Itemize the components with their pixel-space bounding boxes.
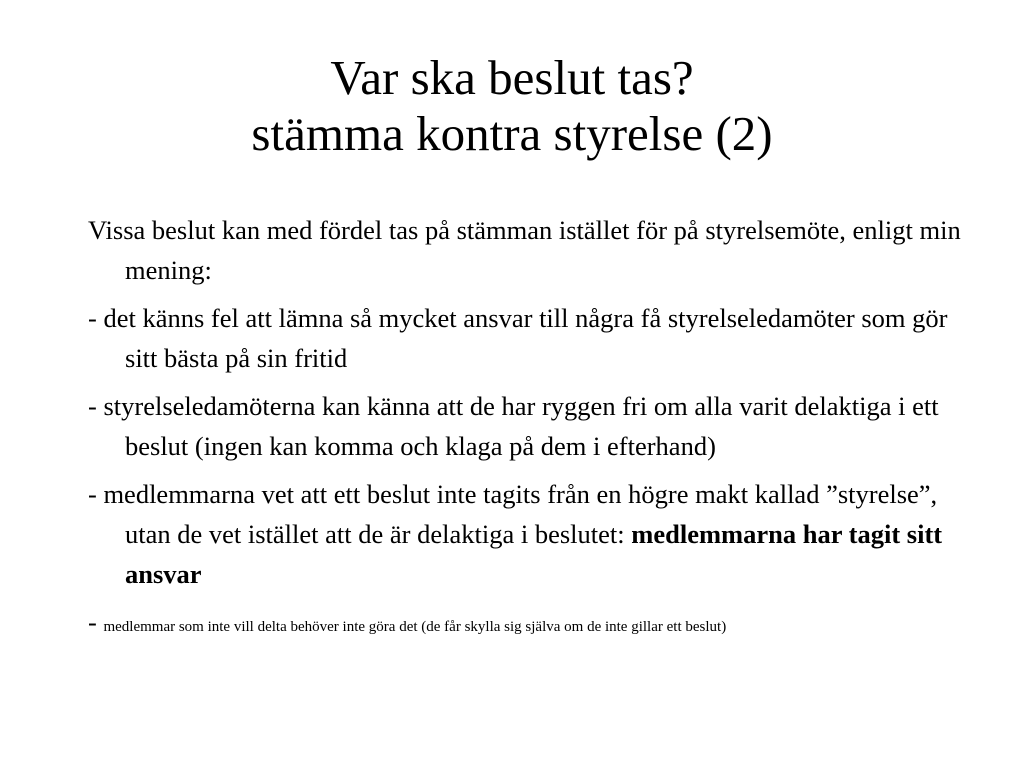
- paragraph-text: - det känns fel att lämna så mycket ansvar till några få styrelseledamöter som gör sitt bästa på sin fritid: [88, 303, 948, 373]
- slide-title: [0, 50, 1024, 162]
- paragraph-intro: [88, 210, 968, 290]
- bullet-dash: -: [88, 607, 97, 637]
- paragraph-bullet-1: [88, 298, 968, 378]
- paragraph-text: - styrelseledamöterna kan känna att de har ryggen fri om alla varit delaktiga i ett beslut (ingen kan komma och klaga på dem i efterhand): [88, 391, 939, 461]
- title-line-2: stämma kontra styrelse (2): [251, 106, 773, 161]
- paragraph-bullet-3: [88, 474, 968, 594]
- paragraph-bold-text: medlemmarna har tagit sitt ansvar: [125, 519, 943, 589]
- slide-body: [88, 210, 968, 655]
- paragraph-text: Vissa beslut kan med fördel tas på stämman istället för på styrelsemöte, enligt min mening:: [88, 215, 961, 285]
- paragraph-small-text: medlemmar som inte vill delta behöver inte göra det (de får skylla sig själva om de inte gillar ett beslut): [103, 619, 727, 635]
- paragraph-text: - medlemmarna vet att ett beslut inte tagits från en högre makt kallad ”styrelse”, utan de vet istället att de är delaktiga i beslutet:: [88, 479, 938, 549]
- title-line-1: Var ska beslut tas?: [330, 50, 694, 105]
- paragraph-bullet-2: [88, 386, 968, 466]
- paragraph-bullet-4: [88, 602, 968, 647]
